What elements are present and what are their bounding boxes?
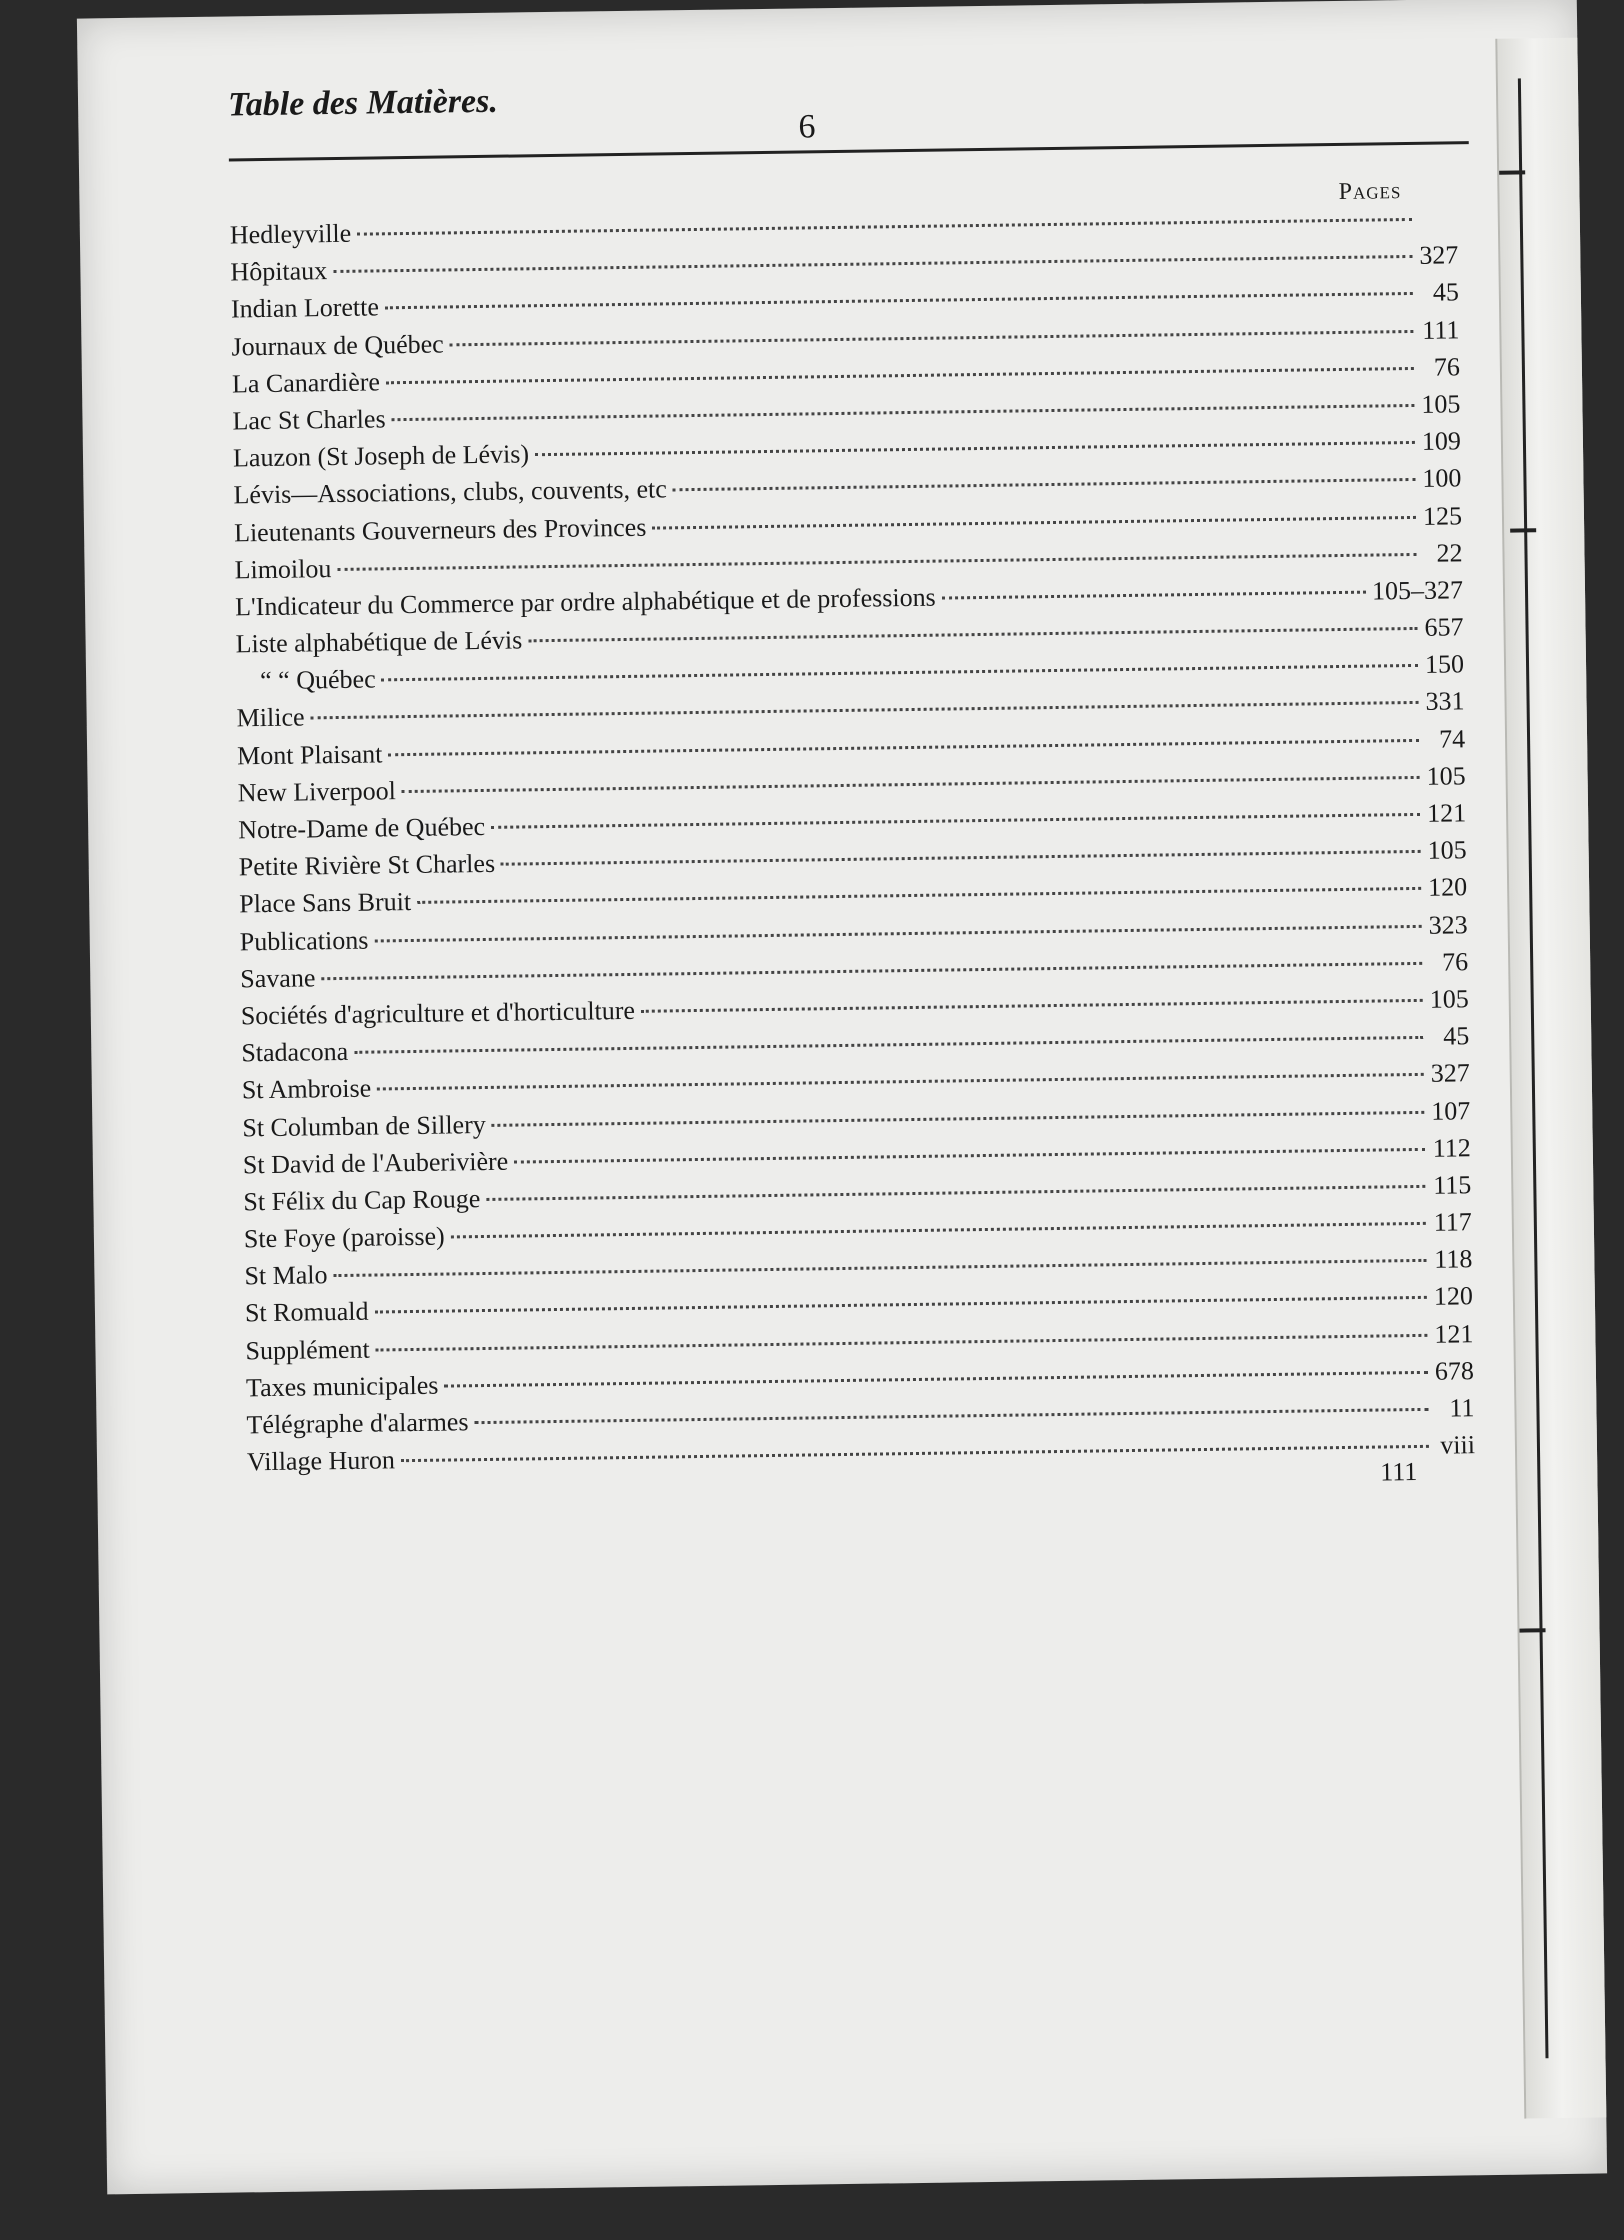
dot-leader xyxy=(486,1185,1425,1201)
toc-entry-label: Milice xyxy=(236,702,305,733)
toc-entry-page: 115 xyxy=(1433,1170,1472,1200)
toc-entry-label: St Romuald xyxy=(244,1297,369,1328)
page-fold xyxy=(1495,37,1607,2119)
header-title: Table des Matières. xyxy=(227,82,499,124)
toc-entry-label: Lauzon (St Joseph de Lévis) xyxy=(232,439,530,473)
toc-entry-label: Supplément xyxy=(245,1334,370,1365)
toc-entry-page: 120 xyxy=(1433,1281,1474,1312)
toc-entry-page: 150 xyxy=(1424,649,1465,680)
dot-leader xyxy=(942,591,1366,600)
dot-leader xyxy=(333,255,1412,273)
dot-leader xyxy=(417,887,1421,904)
toc-entry-page: 105 xyxy=(1427,835,1467,865)
dot-leader xyxy=(474,1408,1428,1424)
dot-leader xyxy=(444,1371,1428,1388)
dot-leader xyxy=(501,850,1421,866)
toc-entry-page: 657 xyxy=(1424,612,1464,642)
page-number: 6 xyxy=(798,108,816,146)
dot-leader xyxy=(535,441,1415,456)
dot-leader xyxy=(376,1333,1428,1351)
toc-entry-page: 11 xyxy=(1449,1393,1475,1423)
toc-entry-page: 112 xyxy=(1432,1132,1471,1163)
page-header xyxy=(228,61,1469,161)
pages-column-heading: Pages xyxy=(1338,178,1402,205)
dot-leader xyxy=(641,999,1423,1013)
toc-entry-label: Taxes municipales xyxy=(245,1370,439,1403)
toc-entry-page: 105 xyxy=(1429,984,1469,1014)
toc-entry-label: Sociétés d'agriculture et d'horticulture xyxy=(240,995,636,1031)
toc-entry-label: La Canardière xyxy=(231,367,381,399)
toc-entry-page: 107 xyxy=(1431,1095,1471,1126)
toc-entry-page xyxy=(1418,226,1458,227)
dot-leader xyxy=(374,1296,1426,1314)
table-of-contents xyxy=(230,203,1476,1484)
toc-entry-label: Ste Foye (paroisse) xyxy=(243,1221,445,1254)
toc-entry-label: St Ambroise xyxy=(241,1073,372,1105)
toc-entry-label: St Félix du Cap Rouge xyxy=(243,1183,481,1217)
toc-entry-page: 120 xyxy=(1427,872,1468,903)
toc-entry-label: Journaux de Québec xyxy=(231,329,444,362)
binding-mark xyxy=(1499,170,1525,174)
dot-leader xyxy=(492,1110,1425,1126)
dot-leader xyxy=(337,553,1416,571)
toc-entry-page: 111 xyxy=(1422,314,1460,345)
dot-leader xyxy=(451,1222,1426,1239)
dot-leader xyxy=(491,813,1420,829)
toc-entry-page: 74 xyxy=(1438,723,1466,754)
toc-entry-page: 331 xyxy=(1425,686,1465,717)
toc-entry-page: 118 xyxy=(1434,1244,1473,1274)
dot-leader xyxy=(385,292,1413,309)
toc-entry-page: 45 xyxy=(1443,1021,1470,1051)
toc-entry-label: Liste alphabétique de Lévis xyxy=(235,625,523,659)
toc-entry-label: Limoilou xyxy=(234,553,332,585)
dot-leader xyxy=(450,330,1414,346)
toc-entry-page: 121 xyxy=(1426,798,1467,828)
toc-entry-label: Indian Lorette xyxy=(230,292,380,324)
toc-entry-label: Publications xyxy=(239,925,369,956)
toc-entry-page: viii xyxy=(1440,1430,1476,1460)
dot-leader xyxy=(321,962,1422,980)
binding-mark xyxy=(1510,528,1536,532)
toc-entry-page: 323 xyxy=(1428,909,1468,940)
toc-entry-label: Lac St Charles xyxy=(232,404,386,436)
toc-entry-page: 125 xyxy=(1422,500,1463,531)
toc-entry-page: 22 xyxy=(1436,537,1463,568)
dot-leader xyxy=(357,218,1412,236)
toc-entry-label: Savane xyxy=(240,963,316,994)
dot-leader xyxy=(392,404,1415,421)
toc-entry-page: 109 xyxy=(1421,426,1462,456)
dot-leader xyxy=(334,1259,1427,1277)
dot-leader xyxy=(388,739,1419,756)
toc-entry-label: New Liverpool xyxy=(237,776,397,808)
toc-entry-label: St David de l'Auberivière xyxy=(242,1146,509,1180)
toc-entry-label: Hôpitaux xyxy=(230,256,328,287)
toc-entry-page: 121 xyxy=(1434,1318,1474,1349)
dot-leader xyxy=(514,1148,1425,1164)
toc-entry-label: “ “ Québec xyxy=(259,664,376,696)
dot-leader xyxy=(401,1445,1429,1462)
toc-entry-label: Lieutenants Gouverneurs des Provinces xyxy=(233,512,647,547)
dot-leader xyxy=(382,664,1418,681)
toc-entry-page: 105–327 xyxy=(1371,575,1464,606)
dot-leader xyxy=(386,367,1414,384)
toc-entry-label: Mont Plaisant xyxy=(236,739,383,771)
scanned-page xyxy=(77,0,1607,2194)
toc-entry-label: Notre-Dame de Québec xyxy=(238,811,486,845)
toc-entry-label: Hedleyville xyxy=(229,218,352,250)
dot-leader xyxy=(673,478,1416,491)
toc-entry-page: 327 xyxy=(1430,1058,1470,1089)
dot-leader xyxy=(528,627,1417,642)
trailing-page-number: 111 xyxy=(1380,1457,1418,1487)
toc-entry-label: Télégraphe d'alarmes xyxy=(246,1407,469,1440)
toc-entry-label: Village Huron xyxy=(246,1445,396,1477)
toc-entry-page: 117 xyxy=(1433,1207,1473,1237)
toc-entry-page: 76 xyxy=(1433,352,1461,382)
toc-entry-page: 327 xyxy=(1419,240,1459,271)
toc-entry-page: 105 xyxy=(1426,761,1466,791)
toc-entry-label: Petite Rivière St Charles xyxy=(238,849,496,882)
dot-leader xyxy=(402,776,1420,793)
toc-entry-label: Place Sans Bruit xyxy=(239,887,412,919)
toc-entry-page: 76 xyxy=(1441,946,1469,977)
dot-leader xyxy=(377,1073,1424,1091)
dot-leader xyxy=(311,701,1419,719)
toc-entry-label: Stadacona xyxy=(241,1037,349,1068)
dot-leader xyxy=(354,1036,1423,1054)
toc-entry-page: 100 xyxy=(1422,463,1462,494)
dot-leader xyxy=(652,515,1416,529)
toc-entry-label: St Columban de Sillery xyxy=(242,1109,486,1142)
toc-entry-page: 105 xyxy=(1421,389,1461,419)
toc-entry-label: Lévis—Associations, clubs, couvents, etc xyxy=(233,474,667,510)
toc-entry-page: 45 xyxy=(1432,277,1460,308)
binding-mark xyxy=(1520,1628,1546,1632)
dot-leader xyxy=(374,924,1421,942)
toc-entry-label: L'Indicateur du Commerce par ordre alphabétique et de professions xyxy=(234,582,936,622)
toc-entry-label: St Malo xyxy=(244,1260,328,1291)
toc-entry-page: 678 xyxy=(1434,1356,1475,1386)
